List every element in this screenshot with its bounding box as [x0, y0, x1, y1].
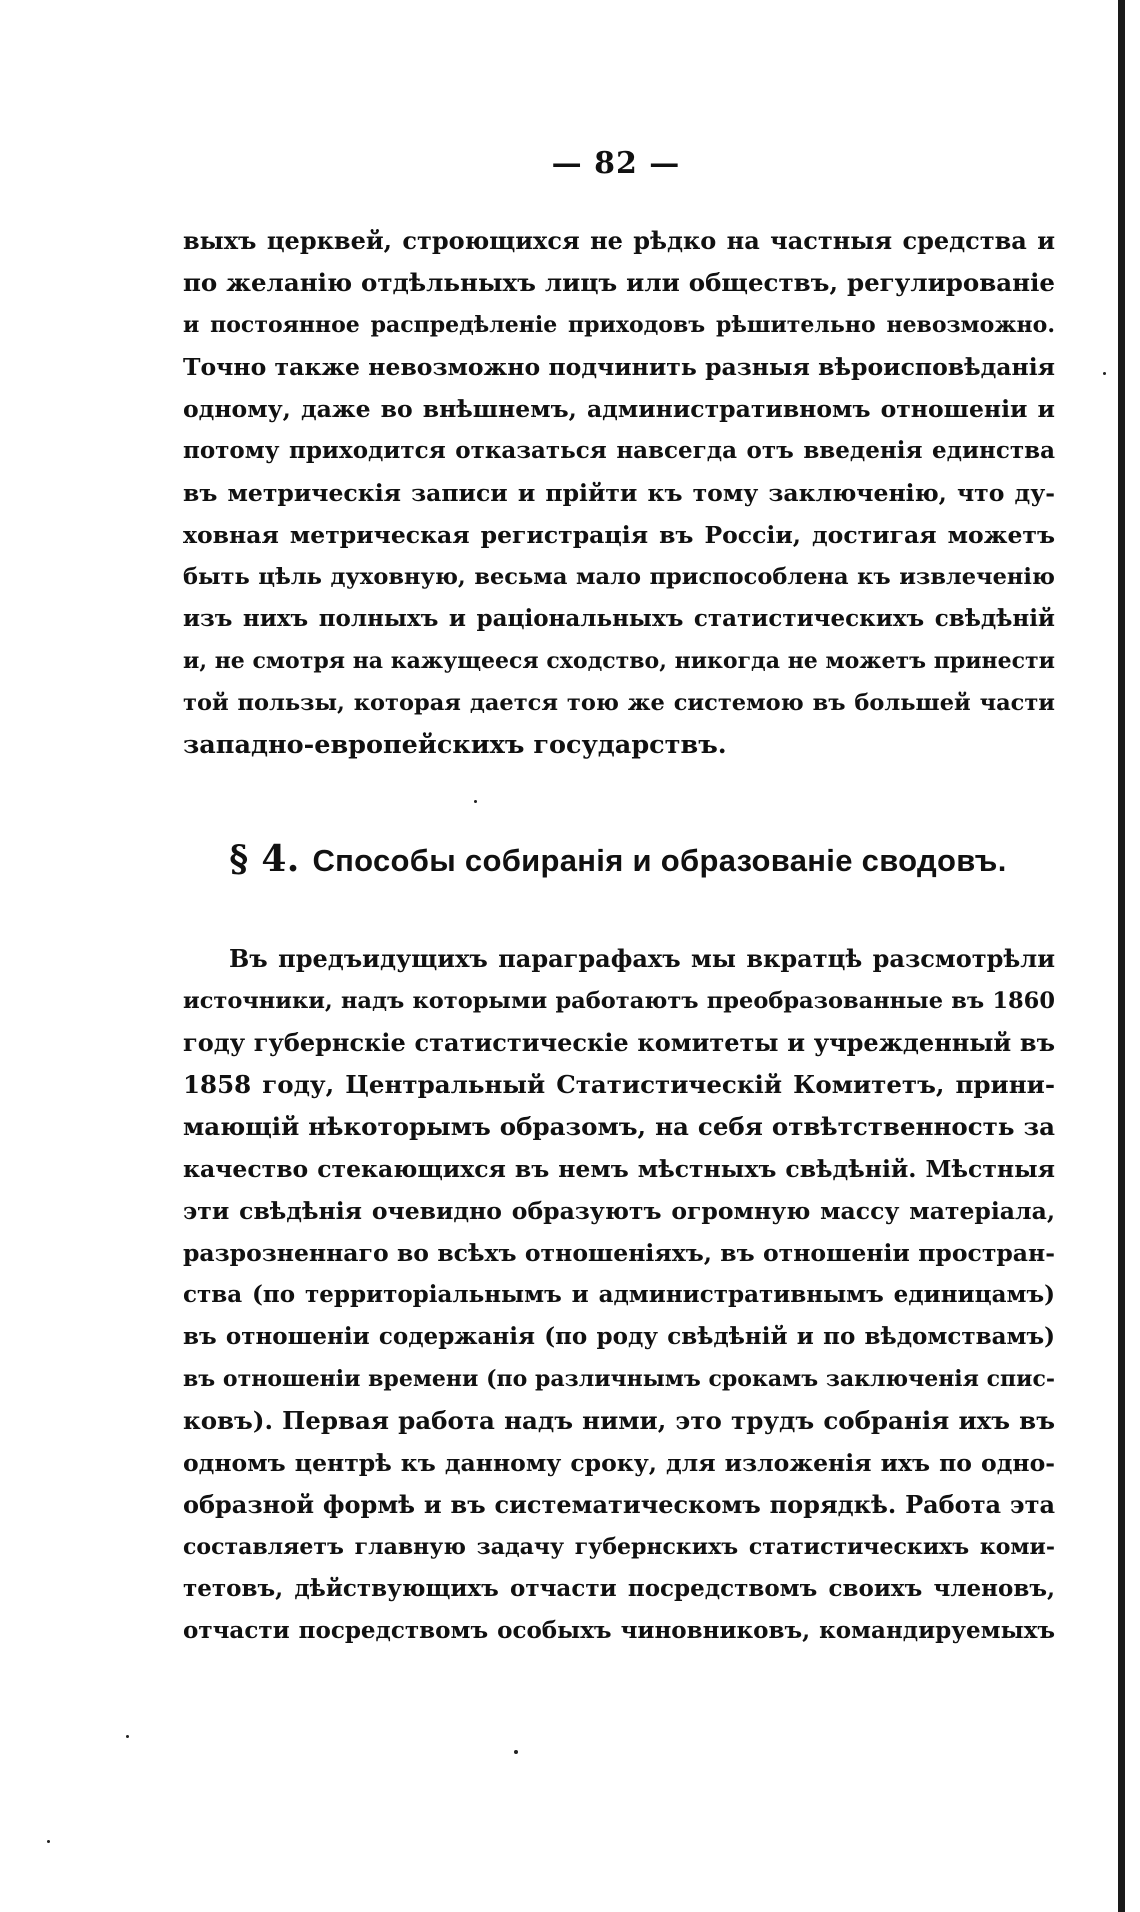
text-line: по желанію отдѣльныхъ лицъ или обществъ, регулированіе	[183, 268, 1055, 297]
paragraph-2	[183, 938, 1055, 1652]
text-line: источники, надъ которыми работаютъ преобразованные въ 1860	[183, 988, 1055, 1014]
section-mark: § 4.	[229, 838, 300, 880]
text-line: выхъ церквей, строющихся не рѣдко на частныя средства и	[183, 226, 1055, 255]
ink-speck	[514, 1750, 518, 1754]
text-line: въ отношеніи содержанія (по роду свѣдѣній и по вѣдомствамъ)	[183, 1323, 1055, 1350]
text-line: ковъ). Первая работа надъ ними, это трудъ собранія ихъ въ	[183, 1406, 1055, 1435]
text-line: образной формѣ и въ систематическомъ порядкѣ. Работа эта	[183, 1490, 1055, 1519]
text-line: потому приходится отказаться навсегда отъ введенія единства	[183, 437, 1055, 464]
text-line: и постоянное распредѣленіе приходовъ рѣшительно невозможно.	[183, 312, 1055, 338]
text-line: году губернскіе статистическіе комитеты и учрежденный въ	[183, 1028, 1055, 1057]
section-title: Способы собиранія и образованіе сводовъ.	[312, 843, 1007, 878]
text-line: въ метрическія записи и прійти къ тому заключенію, что ду-	[183, 479, 1055, 507]
text-line: разрозненнаго во всѣхъ отношеніяхъ, въ отношеніи простран-	[183, 1239, 1055, 1267]
page-edge-line	[1118, 0, 1125, 1912]
text-line: той пользы, которая дается тою же системою въ большей части	[183, 690, 1055, 716]
text-line: западно-европейскихъ государствъ.	[183, 730, 727, 760]
text-line: эти свѣдѣнія очевидно образуютъ огромную массу матеріала,	[183, 1197, 1055, 1225]
text-line: мающій нѣкоторымъ образомъ, на себя отвѣтственность за	[183, 1112, 1055, 1141]
text-line: одному, даже во внѣшнемъ, административномъ отношеніи и	[183, 395, 1055, 423]
text-line: быть цѣль духовную, весьма мало приспособлена къ извлеченію	[183, 564, 1055, 590]
section-heading	[0, 838, 1140, 880]
text-line: тетовъ, дѣйствующихъ отчасти посредствомъ своихъ членовъ,	[183, 1575, 1055, 1602]
text-line: изъ нихъ полныхъ и раціональныхъ статистическихъ свѣдѣній	[183, 605, 1055, 632]
ink-speck	[47, 1840, 50, 1843]
text-line: одномъ центрѣ къ данному сроку, для изложенія ихъ по одно-	[183, 1449, 1055, 1477]
page-number: — 82 —	[551, 146, 681, 181]
ink-speck	[1103, 372, 1106, 375]
ink-speck	[126, 1735, 129, 1738]
text-line: и, не смотря на кажущееся сходство, никогда не можетъ принести	[183, 648, 1055, 674]
text-line: отчасти посредствомъ особыхъ чиновниковъ, командируемыхъ	[183, 1617, 1055, 1644]
text-line: ховная метрическая регистрація въ Россіи, достигая можетъ	[183, 521, 1055, 549]
text-line: въ отношеніи времени (по различнымъ срокамъ заключенія спис-	[183, 1366, 1055, 1392]
text-line: качество стекающихся въ немъ мѣстныхъ свѣдѣній. Мѣстныя	[183, 1155, 1055, 1183]
text-line: Точно также невозможно подчинить разныя вѣроисповѣданія	[183, 353, 1055, 381]
text-line: Въ предъидущихъ параграфахъ мы вкратцѣ разсмотрѣли	[229, 944, 1055, 973]
text-line: 1858 году, Центральный Статистическій Комитетъ, прини-	[183, 1070, 1055, 1099]
ink-speck	[474, 800, 477, 803]
paragraph-1	[183, 220, 1055, 766]
text-line: составляетъ главную задачу губернскихъ статистическихъ коми-	[183, 1534, 1055, 1560]
text-line: ства (по территоріальнымъ и административнымъ единицамъ)	[183, 1281, 1055, 1308]
